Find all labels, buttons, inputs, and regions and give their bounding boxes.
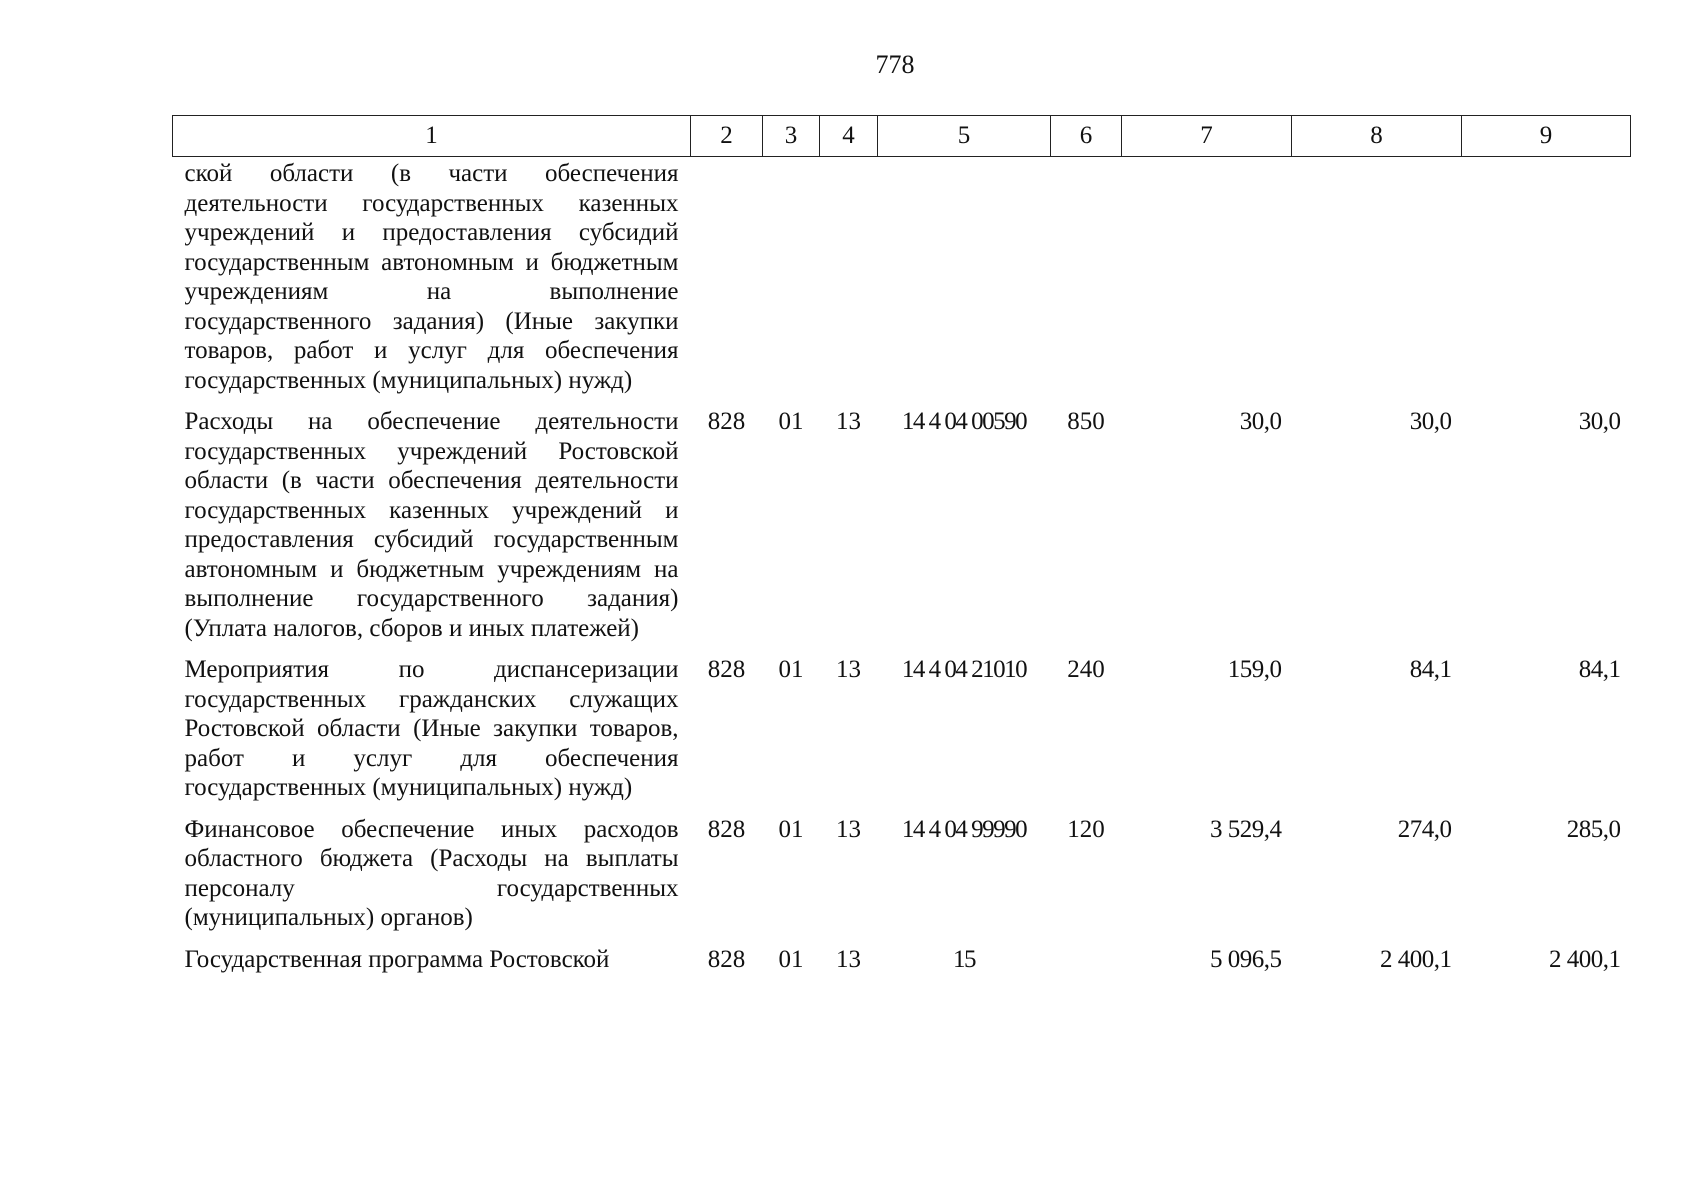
column-header-9: 9 (1462, 116, 1631, 157)
row-expense-type-code (1051, 945, 1122, 987)
row-amount-9: 285,0 (1566, 815, 1621, 843)
table-header-row (173, 116, 1631, 157)
row-section-code: 01 (778, 945, 804, 973)
row-amount-8: 274,0 (1397, 815, 1452, 843)
row-subsection-code: 13 (836, 945, 861, 973)
row-section-code: 01 (778, 408, 804, 435)
row-amount-9: 84,1 (1578, 656, 1621, 683)
row-expense-type-code: 850 (1067, 408, 1105, 435)
row-expense-type-code: 240 (1067, 656, 1105, 683)
row-amount-7: 30,0 (1239, 408, 1282, 435)
column-header-8: 8 (1292, 116, 1462, 157)
column-header-5: 5 (878, 116, 1051, 157)
row-ministry-code: 828 (707, 815, 746, 843)
table-row (173, 655, 1631, 815)
row-ministry-code: 828 (707, 408, 746, 435)
column-header-6: 6 (1051, 116, 1122, 157)
table-row (173, 407, 1631, 655)
row-description: Расходы на обеспечение деятельности государственных учреждений Ростовской области (в части обеспечения деятельности государственных казенных учреждений и предоставления субсидий государственным автономным и бюджетным учреждениям на выполнение государственного задания) (Уплата налогов, сборов и иных платежей) (184, 408, 679, 642)
row-expense-type-code (1051, 157, 1122, 408)
row-expense-type-code: 120 (1067, 815, 1105, 843)
row-description: Государственная программа Ростовской (184, 945, 610, 973)
row-amount-7: 5 096,5 (1210, 945, 1282, 973)
column-header-3: 3 (763, 116, 820, 157)
row-ministry-code: 828 (707, 656, 746, 683)
table-row (173, 815, 1631, 945)
row-target-code (878, 157, 1051, 408)
column-header-7: 7 (1122, 116, 1292, 157)
row-target-code: 14 4 04 99990 (901, 815, 1027, 843)
column-header-1: 1 (173, 116, 691, 157)
row-amount-8: 84,1 (1409, 656, 1452, 683)
row-amount-8: 30,0 (1409, 408, 1452, 435)
row-subsection-code: 13 (836, 408, 861, 435)
row-section-code: 01 (778, 656, 804, 683)
column-header-4: 4 (820, 116, 878, 157)
row-amount-7 (1122, 157, 1292, 408)
row-description: ской области (в части обеспечения деятельности государственных казенных учреждений и предоставления субсидий государственным автономным и бюджетным учреждениям на выполнение государственного задания) (Иные закупки товаров, работ и услуг для обеспечения государственных (муниципальных) нужд) (184, 160, 679, 394)
row-ministry-code: 828 (707, 945, 746, 973)
table-row (173, 157, 1631, 408)
row-amount-8: 2 400,1 (1380, 945, 1452, 973)
row-amount-9: 2 400,1 (1549, 945, 1621, 973)
row-subsection-code (820, 157, 878, 408)
row-target-code: 15 (953, 945, 975, 973)
row-amount-7: 3 529,4 (1210, 815, 1282, 843)
row-section-code: 01 (778, 815, 804, 843)
page-number: 778 (875, 50, 915, 79)
row-description: Мероприятия по диспансеризации государственных гражданских служащих Ростовской области (Иные закупки товаров, работ и услуг для обеспечения государственных (муниципальных) нужд) (184, 656, 679, 801)
budget-table (172, 115, 1631, 986)
row-amount-9: 30,0 (1578, 408, 1621, 435)
row-amount-9 (1462, 157, 1631, 408)
row-amount-8 (1292, 157, 1462, 408)
row-section-code (763, 157, 820, 408)
row-target-code: 14 4 04 21010 (901, 656, 1027, 683)
row-description: Финансовое обеспечение иных расходов областного бюджета (Расходы на выплаты персоналу государственных (муниципальных) органов) (184, 815, 679, 931)
row-amount-7: 159,0 (1227, 656, 1282, 683)
table-row (173, 945, 1631, 987)
row-ministry-code (691, 157, 763, 408)
column-header-2: 2 (691, 116, 763, 157)
row-target-code: 14 4 04 00590 (901, 408, 1027, 435)
row-subsection-code: 13 (836, 656, 861, 683)
row-subsection-code: 13 (836, 815, 861, 843)
